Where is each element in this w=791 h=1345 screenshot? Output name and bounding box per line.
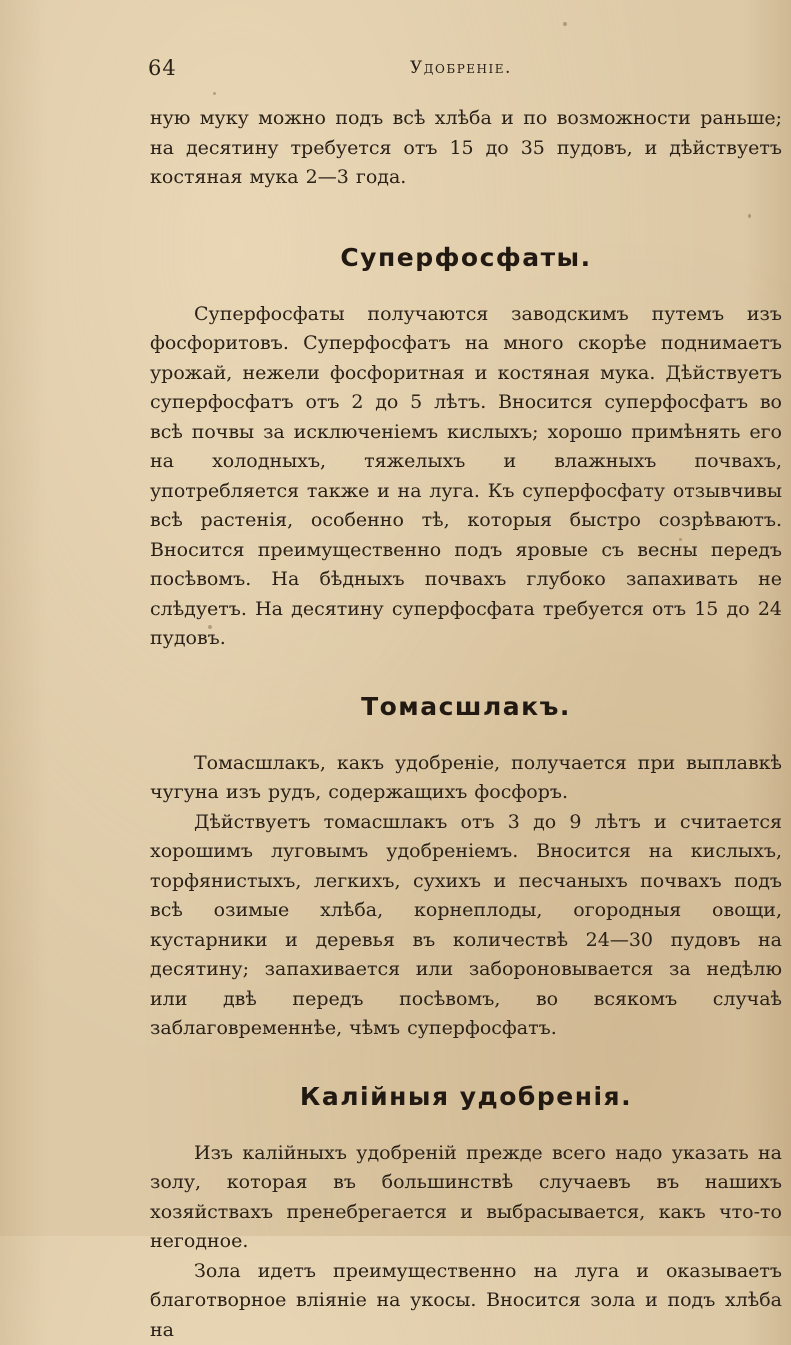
page-body: [150, 104, 782, 1345]
intro-paragraph: ную муку можно подъ всѣ хлѣба и по возможности раньше; на десятину требуется отъ 15 до 35 пудовъ, и дѣйствуетъ костяная мука 2—3 года.: [150, 104, 782, 193]
section-heading-potash-fertilizers: Калійныя удобренія.: [150, 1082, 782, 1111]
paragraph-potash-ash: Изъ калійныхъ удобреній прежде всего надо указать на золу, которая въ большинствѣ случаевъ въ нашихъ хозяйствахъ пренебрегается и выбрасывается, какъ что-то негодное.: [150, 1139, 782, 1257]
paragraph-superphosphates: Суперфосфаты получаются заводскимъ путемъ изъ фосфоритовъ. Суперфосфатъ на много скорѣе поднимаетъ урожай, нежели фосфоритная и костяная мука. Дѣйствуетъ суперфосфатъ отъ 2 до 5 лѣтъ. Вносится суперфосфатъ во всѣ почвы за исключеніемъ кислыхъ; хорошо примѣнять его на холодныхъ, тяжелыхъ и влажныхъ почвахъ, употребляется также и на луга. Къ суперфосфату отзывчивы всѣ растенія, особенно тѣ, которыя быстро созрѣваютъ. Вносится преимущественно подъ яровые съ весны передъ посѣвомъ. На бѣдныхъ почвахъ глубоко запахивать не слѣдуетъ. На десятину суперфосфата требуется отъ 15 до 24 пудовъ.: [150, 300, 782, 654]
paper-speck: [213, 92, 216, 95]
paragraph-thomas-slag-origin: Томасшлакъ, какъ удобреніе, получается при выплавкѣ чугуна изъ рудъ, содержащихъ фосфоръ.: [150, 749, 782, 808]
page-header: [148, 56, 678, 86]
paragraph-thomas-slag-use: Дѣйствуетъ томасшлакъ отъ 3 до 9 лѣтъ и считается хорошимъ луговымъ удобреніемъ. Вносится на кислыхъ, торфянистыхъ, легкихъ, сухихъ и песчаныхъ почвахъ подъ всѣ озимые хлѣба, корнеплоды, огородныя овощи, кустарники и деревья въ количествѣ 24—30 пудовъ на десятину; запахивается или забороновывается за недѣлю или двѣ передъ посѣвомъ, во всякомъ случаѣ заблаговременнѣе, чѣмъ суперфосфатъ.: [150, 808, 782, 1044]
paper-speck: [563, 22, 567, 26]
running-title: Удобреніе.: [410, 58, 512, 78]
section-heading-thomas-slag: Томасшлакъ.: [150, 692, 782, 721]
page-number: 64: [148, 56, 177, 80]
section-heading-superphosphates: Суперфосфаты.: [150, 243, 782, 272]
paragraph-potash-ash-use: Зола идетъ преимущественно на луга и оказываетъ благотворное вліяніе на укосы. Вносится зола и подъ хлѣба на: [150, 1257, 782, 1345]
